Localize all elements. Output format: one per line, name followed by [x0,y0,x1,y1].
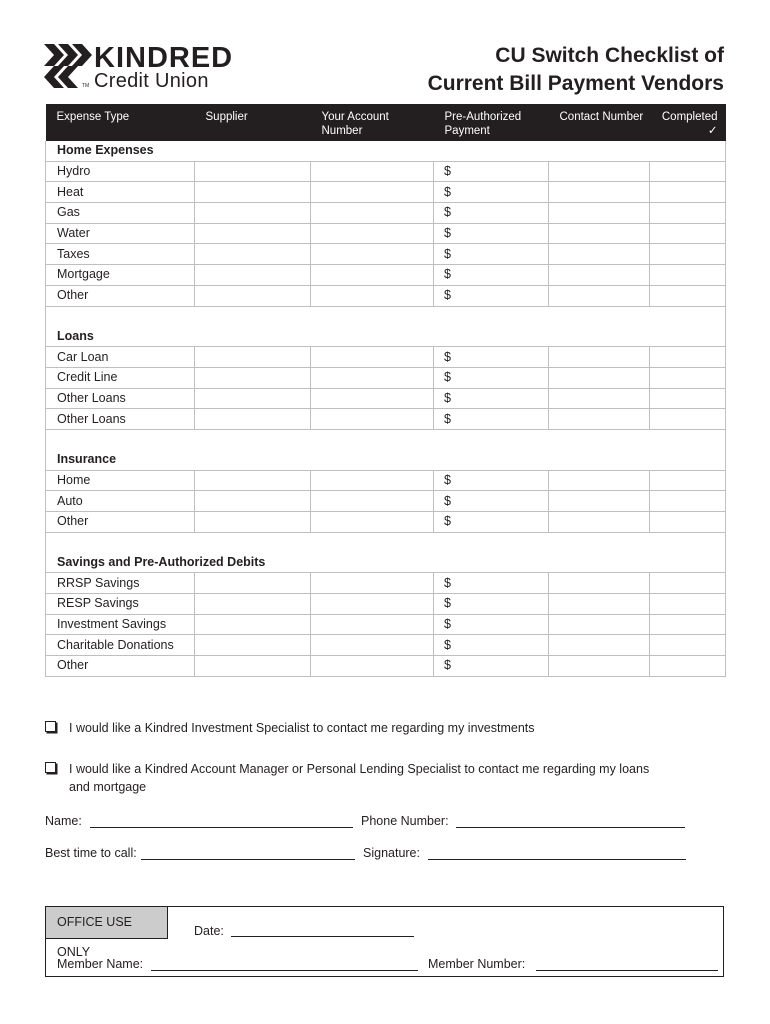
completed-cell[interactable] [650,594,726,615]
expense-type-cell: RESP Savings [46,594,195,615]
supplier-cell[interactable] [195,491,311,512]
account-number-cell[interactable] [311,182,434,203]
contact-number-cell[interactable] [549,512,650,533]
payment-cell[interactable]: $ [434,182,549,203]
account-number-cell[interactable] [311,244,434,265]
completed-cell[interactable] [650,182,726,203]
payment-cell[interactable]: $ [434,594,549,615]
table-row [46,161,726,182]
completed-cell[interactable] [650,161,726,182]
completed-cell[interactable] [650,388,726,409]
expense-type-cell: RRSP Savings [46,573,195,594]
contact-number-cell[interactable] [549,161,650,182]
contact-number-cell[interactable] [549,491,650,512]
header-supplier: Supplier [195,104,311,141]
supplier-cell[interactable] [195,265,311,286]
supplier-cell[interactable] [195,367,311,388]
title-line-1: CU Switch Checklist of [495,44,724,67]
expense-type-cell: Other [46,285,195,306]
expense-type-cell: Credit Line [46,367,195,388]
payment-cell[interactable]: $ [434,614,549,635]
account-number-cell[interactable] [311,470,434,491]
lending-checkbox[interactable] [45,762,56,773]
completed-cell[interactable] [650,614,726,635]
supplier-cell[interactable] [195,573,311,594]
table-row [46,203,726,224]
header-account-number: Your Account Number [311,104,434,141]
payment-cell[interactable]: $ [434,285,549,306]
contact-number-cell[interactable] [549,614,650,635]
contact-number-cell[interactable] [549,285,650,306]
brand-name: KINDRED [94,42,234,74]
contact-number-cell[interactable] [549,388,650,409]
completed-cell[interactable] [650,203,726,224]
section-spacer [46,306,726,327]
completed-cell[interactable] [650,491,726,512]
completed-cell[interactable] [650,512,726,533]
completed-cell[interactable] [650,470,726,491]
expense-type-cell: Car Loan [46,347,195,368]
completed-cell[interactable] [650,244,726,265]
date-label: Date: [194,924,224,938]
header-expense-type: Expense Type [46,104,195,141]
account-number-cell[interactable] [311,203,434,224]
section-spacer [46,532,726,553]
payment-cell[interactable]: $ [434,573,549,594]
kindred-logo [44,44,244,92]
account-number-cell[interactable] [311,635,434,656]
supplier-cell[interactable] [195,244,311,265]
contact-number-cell[interactable] [549,347,650,368]
investment-contact-label: I would like a Kindred Investment Specialist to contact me regarding my investments [69,721,535,735]
completed-cell[interactable] [650,656,726,677]
account-number-cell[interactable] [311,285,434,306]
expense-type-cell: Investment Savings [46,614,195,635]
account-number-cell[interactable] [311,367,434,388]
contact-number-cell[interactable] [549,573,650,594]
expense-type-cell: Heat [46,182,195,203]
section-title: Loans [46,327,726,347]
completed-cell[interactable] [650,367,726,388]
table-row [46,409,726,430]
payment-cell[interactable]: $ [434,491,549,512]
contact-number-cell[interactable] [549,656,650,677]
payment-cell[interactable]: $ [434,388,549,409]
account-number-cell[interactable] [311,347,434,368]
header-contact-number: Contact Number [549,104,650,141]
payment-cell[interactable]: $ [434,409,549,430]
contact-number-cell[interactable] [549,594,650,615]
member-name-label: Member Name: [57,957,144,971]
expense-type-cell: Hydro [46,161,195,182]
section-spacer [46,429,726,450]
section-title: Savings and Pre-Authorized Debits [46,553,726,573]
table-row [46,367,726,388]
supplier-cell[interactable] [195,635,311,656]
lending-contact-label: I would like a Kindred Account Manager or Personal Lending Specialist to contact me regarding my loans and mortgage [69,762,650,794]
completed-cell[interactable] [650,347,726,368]
section-heading-row [46,141,726,161]
expense-type-cell: Charitable Donations [46,635,195,656]
account-number-cell[interactable] [311,491,434,512]
best-time-label: Best time to call: [45,846,137,860]
page-title [428,42,724,98]
table-row [46,594,726,615]
expense-type-cell: Other Loans [46,388,195,409]
account-number-cell[interactable] [311,656,434,677]
payment-cell[interactable]: $ [434,203,549,224]
payment-cell[interactable]: $ [434,512,549,533]
contact-number-cell[interactable] [549,409,650,430]
table-row [46,285,726,306]
expense-type-cell: Mortgage [46,265,195,286]
expense-type-cell: Other Loans [46,409,195,430]
table-header-row [46,104,726,141]
header-completed: Completed ✓ [650,104,726,141]
expense-type-cell: Home [46,470,195,491]
supplier-cell[interactable] [195,656,311,677]
payment-cell[interactable]: $ [434,656,549,677]
table-row [46,573,726,594]
expense-type-cell: Other [46,656,195,677]
member-number-field[interactable] [536,970,718,971]
payment-cell[interactable]: $ [434,635,549,656]
expense-type-cell: Water [46,223,195,244]
section-heading-row [46,553,726,573]
account-number-cell[interactable] [311,409,434,430]
account-number-cell[interactable] [311,223,434,244]
section-heading-row [46,450,726,470]
brand-subtitle: Credit Union [94,70,209,92]
section-title: Insurance [46,450,726,470]
payment-cell[interactable]: $ [434,244,549,265]
vendor-checklist-table [45,104,726,677]
trademark-mark: TM [82,83,90,89]
member-number-label: Member Number: [428,957,526,971]
section-heading-row [46,327,726,347]
contact-number-cell[interactable] [549,470,650,491]
supplier-cell[interactable] [195,614,311,635]
table-row [46,223,726,244]
supplier-cell[interactable] [195,285,311,306]
payment-cell[interactable]: $ [434,223,549,244]
name-field[interactable] [90,827,353,828]
contact-number-cell[interactable] [549,244,650,265]
phone-field[interactable] [456,827,685,828]
header-preauthorized-payment: Pre-Authorized Payment [434,104,549,141]
supplier-cell[interactable] [195,223,311,244]
member-name-field[interactable] [151,970,418,971]
payment-cell[interactable]: $ [434,347,549,368]
date-field[interactable] [231,936,414,937]
name-label: Name: [45,814,82,828]
payment-cell[interactable]: $ [434,161,549,182]
completed-cell[interactable] [650,285,726,306]
account-number-cell[interactable] [311,614,434,635]
account-number-cell[interactable] [311,388,434,409]
investment-checkbox[interactable] [45,721,56,732]
office-use-box [45,906,724,977]
table-row [46,182,726,203]
table-row [46,244,726,265]
account-number-cell[interactable] [311,265,434,286]
kindred-logo-icon [44,44,92,88]
payment-cell[interactable]: $ [434,367,549,388]
table-row [46,635,726,656]
checkmark-icon: ✓ [707,125,718,137]
supplier-cell[interactable] [195,470,311,491]
account-number-cell[interactable] [311,161,434,182]
contact-number-cell[interactable] [549,367,650,388]
completed-cell[interactable] [650,409,726,430]
contact-number-cell[interactable] [549,223,650,244]
supplier-cell[interactable] [195,182,311,203]
supplier-cell[interactable] [195,512,311,533]
table-row [46,491,726,512]
table-row [46,614,726,635]
payment-cell[interactable]: $ [434,265,549,286]
title-line-2: Current Bill Payment Vendors [427,72,724,95]
table-row [46,347,726,368]
table-row [46,470,726,491]
expense-type-cell: Taxes [46,244,195,265]
office-use-tag: OFFICE USE ONLY [46,907,168,939]
completed-cell[interactable] [650,223,726,244]
completed-cell[interactable] [650,573,726,594]
contact-number-cell[interactable] [549,265,650,286]
supplier-cell[interactable] [195,203,311,224]
best-time-field[interactable] [141,859,355,860]
payment-cell[interactable]: $ [434,470,549,491]
expense-type-cell: Auto [46,491,195,512]
supplier-cell[interactable] [195,161,311,182]
phone-label: Phone Number: [361,814,449,828]
contact-number-cell[interactable] [549,635,650,656]
contact-number-cell[interactable] [549,203,650,224]
table-row [46,265,726,286]
account-number-cell[interactable] [311,573,434,594]
account-number-cell[interactable] [311,512,434,533]
expense-type-cell: Other [46,512,195,533]
signature-field[interactable] [428,859,686,860]
account-number-cell[interactable] [311,594,434,615]
completed-cell[interactable] [650,635,726,656]
table-row [46,656,726,677]
completed-cell[interactable] [650,265,726,286]
supplier-cell[interactable] [195,388,311,409]
table-row [46,388,726,409]
table-row [46,512,726,533]
supplier-cell[interactable] [195,347,311,368]
supplier-cell[interactable] [195,409,311,430]
expense-type-cell: Gas [46,203,195,224]
signature-label: Signature: [363,846,420,860]
contact-number-cell[interactable] [549,182,650,203]
section-title: Home Expenses [46,141,726,161]
supplier-cell[interactable] [195,594,311,615]
